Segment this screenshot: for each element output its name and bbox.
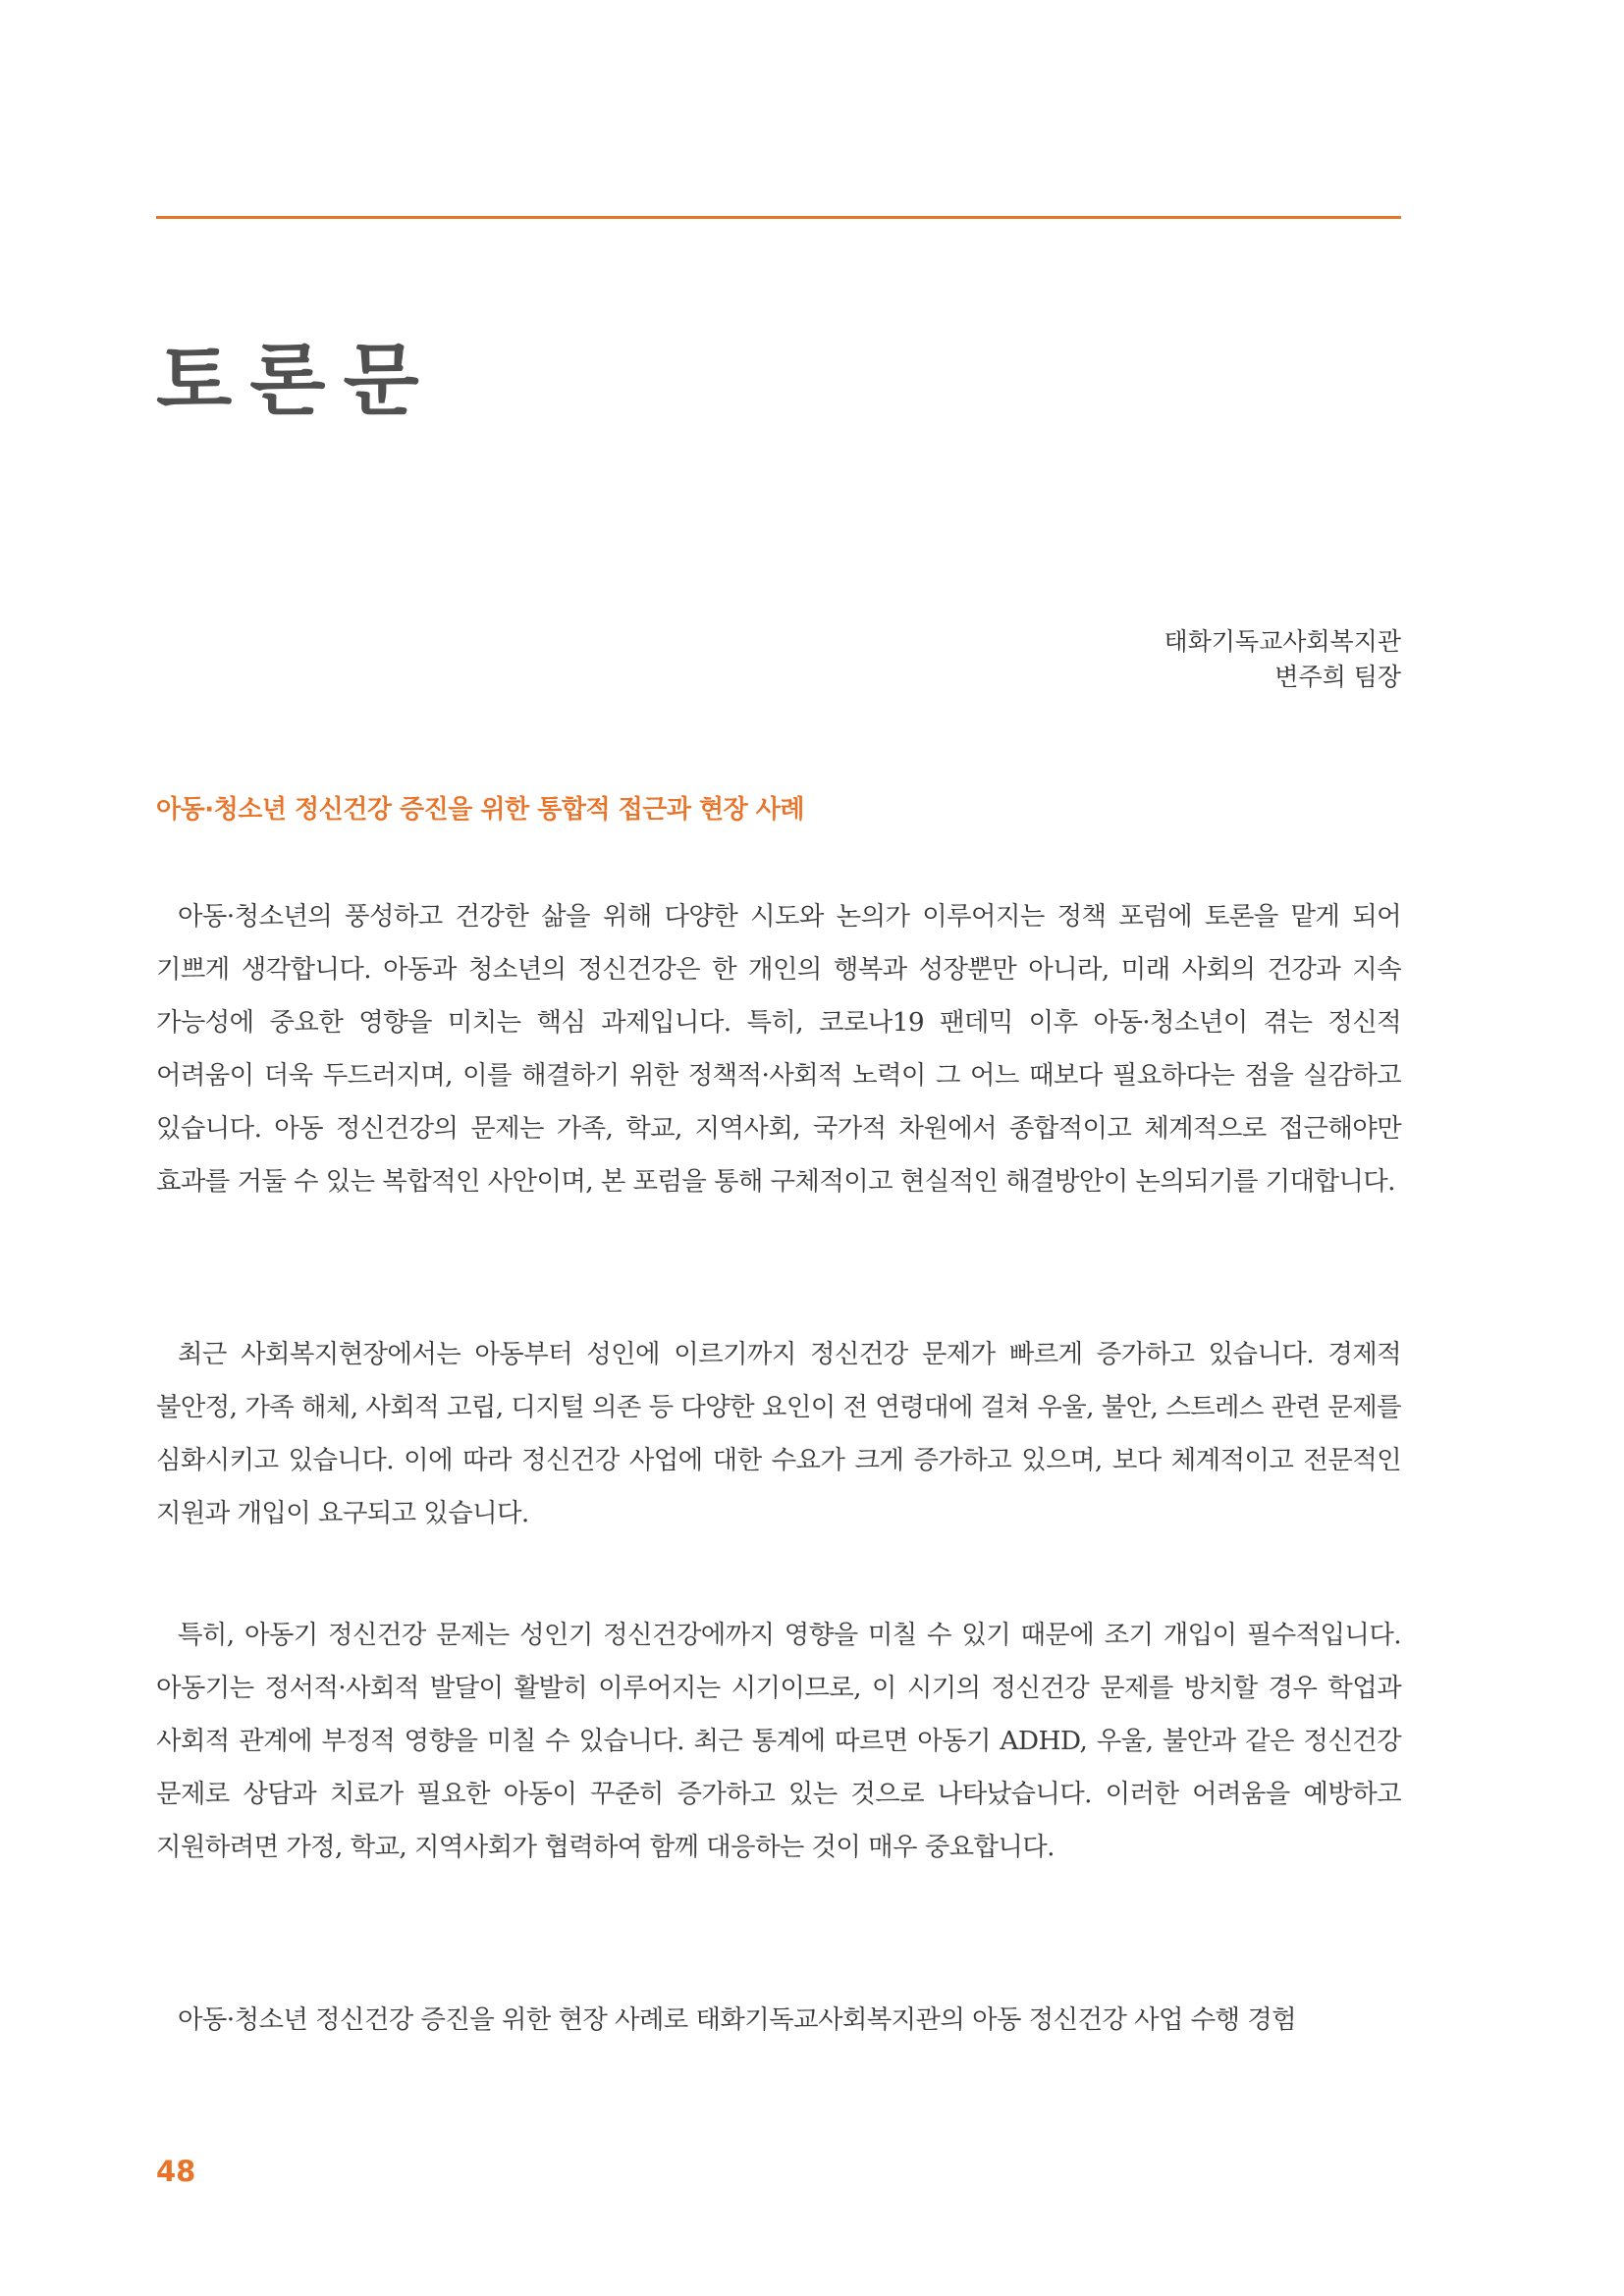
page-number: 48 bbox=[156, 2155, 196, 2188]
paragraph-case-intro: 아동·청소년 정신건강 증진을 위한 현장 사례로 태화기독교사회복지관의 아동 정신건강 사업 수행 경험 bbox=[178, 2004, 1296, 2035]
paragraph-early-intervention: 특히, 아동기 정신건강 문제는 성인기 정신건강에까지 영향을 미칠 수 있기 때문에 조기 개입이 필수적입니다. 아동기는 정서적·사회적 발달이 활발히 이루어지는 시기이므로, 이 시기의 정신건강 문제를 방치할 경우 학업과 사회적 관계에 부정적 영향을 미칠 수 있습니다. 최근 통계에 따르면 아동기 ADHD, 우울, 불안과 같은 정신건강 문제로 상담과 치료가 필요한 아동이 꾸준히 증가하고 있는 것으로 나타났습니다. 이러한 어려움을 예방하고 지원하려면 가정, 학교, 지역사회가 협력하여 함께 대응하는 것이 매우 중요합니다. bbox=[156, 1620, 1401, 1862]
page-title: 토론문 bbox=[156, 335, 437, 426]
author-block bbox=[1164, 624, 1401, 695]
paragraph-intro: 아동·청소년의 풍성하고 건강한 삶을 위해 다양한 시도와 논의가 이루어지는 정책 포럼에 토론을 맡게 되어 기쁘게 생각합니다. 아동과 청소년의 정신건강은 한 개인의 행복과 성장뿐만 아니라, 미래 사회의 건강과 지속 가능성에 중요한 영향을 미치는 핵심 과제입니다. 특히, 코로나19 팬데믹 이후 아동·청소년이 겪는 정신적 어려움이 더욱 두드러지며, 이를 해결하기 위한 정책적·사회적 노력이 그 어느 때보다 필요하다는 점을 실감하고 있습니다. 아동 정신건강의 문제는 가족, 학교, 지역사회, 국가적 차원에서 종합적이고 체계적으로 접근해야만 효과를 거둘 수 있는 복합적인 사안이며, 본 포럼을 통해 구체적이고 현실적인 해결방안이 논의되기를 기대합니다. bbox=[156, 901, 1401, 1197]
author-organization: 태화기독교사회복지관 bbox=[1164, 627, 1401, 656]
author-name: 변주희 팀장 bbox=[1274, 663, 1401, 691]
top-rule bbox=[156, 216, 1401, 219]
section-heading: 아동·청소년 정신건강 증진을 위한 통합적 접근과 현장 사례 bbox=[156, 795, 805, 825]
paragraph-field-trends: 최근 사회복지현장에서는 아동부터 성인에 이르기까지 정신건강 문제가 빠르게 증가하고 있습니다. 경제적 불안정, 가족 해체, 사회적 고립, 디지털 의존 등 다양한 요인이 전 연령대에 걸쳐 우울, 불안, 스트레스 관련 문제를 심화시키고 있습니다. 이에 따라 정신건강 사업에 대한 수요가 크게 증가하고 있으며, 보다 체계적이고 전문적인 지원과 개입이 요구되고 있습니다. bbox=[156, 1339, 1401, 1528]
